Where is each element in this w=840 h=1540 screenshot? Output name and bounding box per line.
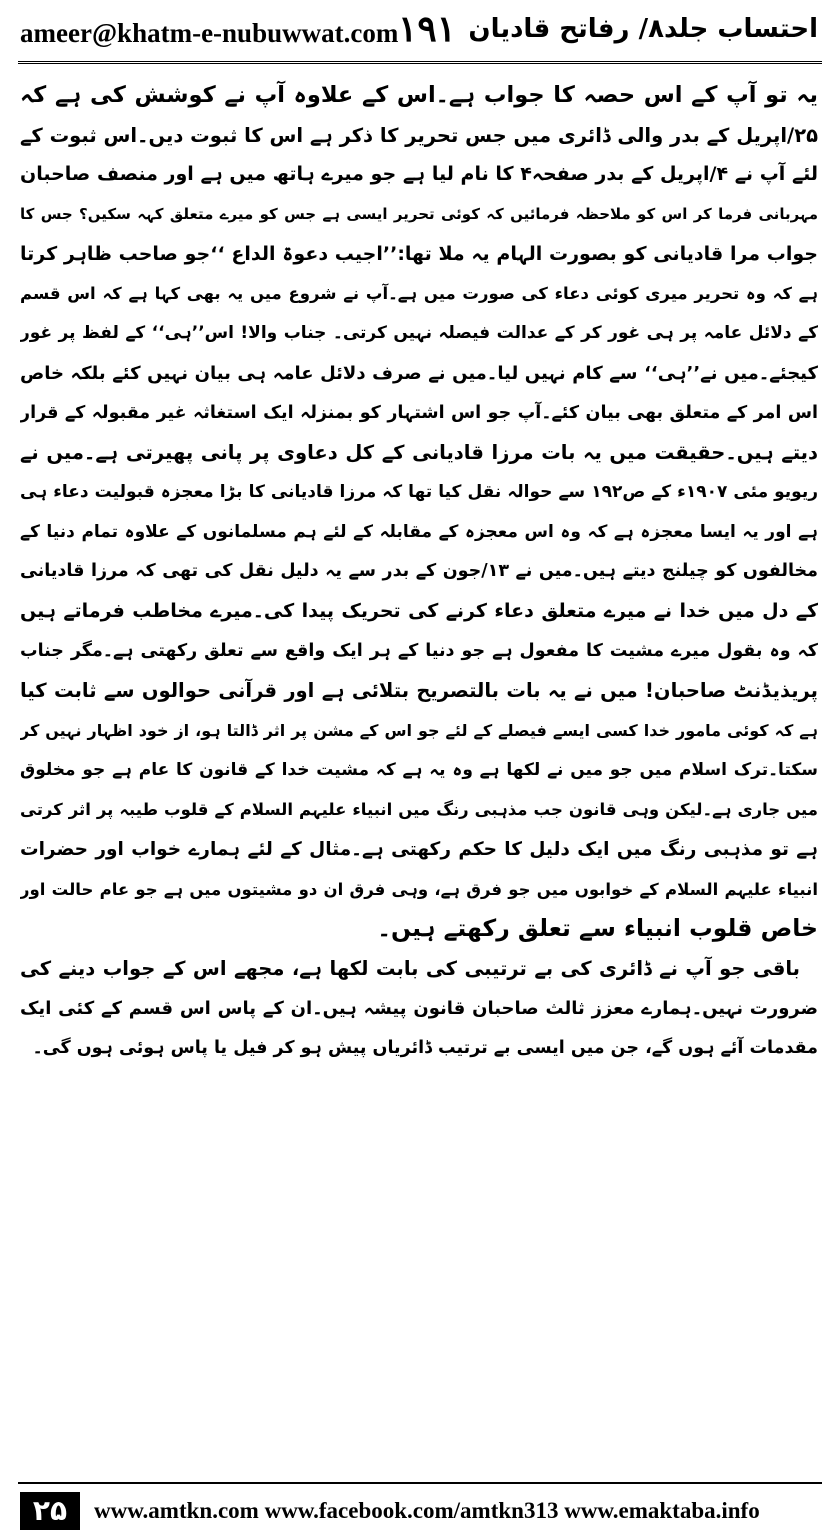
text-line: کیجئے۔میں نے’’ہی‘‘ سے کام نہیں لیا۔میں نے صرف دلائل عامہ ہی بیان نہیں کئے بلکہ خاص [20,362,818,384]
paragraph-first-line: باقی جو آپ نے ڈائری کی بے ترتیبی کی بابت لکھا ہے، مجھے اس کے جواب دینے کی [20,957,800,981]
text-line: ہے کہ وہ تحریر میری کوئی دعاء کی صورت میں ہے۔آپ نے شروع میں یہ بھی کہا ہے کہ اس قسم [20,284,818,304]
text-line: انبیاء علیہم السلام کے خوابوں میں جو فرق ہے، وہی فرق ان دو مشیتوں میں ہے جو عام حالت اور [20,879,818,899]
text-line: ہے اور یہ ایسا معجزہ ہے کہ وہ اس معجزہ کے مقابلہ کے لئے ہم مسلمانوں کے علاوہ تمام دنیا کے [20,521,818,542]
text-line: سکتا۔ترک اسلام میں جو میں نے لکھا ہے وہ یہ ہے کہ مشیت خدا کے قانون کا عام ہے جو مخلوق [20,759,818,780]
text-line: ۲۵/اپریل کے بدر والی ڈائری میں جس تحریر کا ذکر ہے اس کا ثبوت دیں۔اس ثبوت کے [20,123,818,147]
text-line: اس امر کے متعلق بھی بیان کئے۔آپ جو اس اشتہار کو بمنزلہ ایک استغاثہ غیر مقبولہ کے قرار [20,402,818,423]
header-rule [18,61,822,64]
text-line: کہ وہ بقول میرے مشیت کا مفعول ہے جو دنیا کے ہر ایک واقع سے تعلق رکھتی ہے۔مگر جناب [20,640,818,661]
text-line: میں جاری ہے۔لیکن وہی قانون جب مذہبی رنگ میں انبیاء علیہم السلام کے قلوب طیبہ پر اثر کرتی [20,800,818,820]
footer-page-marker: ۲۵ [20,1492,80,1530]
text-line: مہربانی فرما کر اس کو ملاحظہ فرمائیں کہ کوئی تحریر ایسی ہے جس کو میرے متعلق کہہ سکیں؟ جس کا [20,205,818,224]
text-line: ضرورت نہیں۔ہمارے معزز ثالث صاحبان قانون پیشہ ہیں۔ان کے پاس اس قسم کے کئی ایک [20,997,818,1019]
text-line: جواب مرا قادیانی کو بصورت الہام یہ ملا تھا:’’اجیب دعوۃ الداع ‘‘جو صاحب ظاہر کرتا [20,242,818,265]
text-line: کے دل میں خدا نے میرے متعلق دعاء کرنے کی تحریک پیدا کی۔میرے مخاطب فرماتے ہیں [20,599,818,622]
header-page-number: ۱۹۱ [398,8,457,50]
text-line: دیتے ہیں۔حقیقت میں یہ بات مرزا قادیانی کے کل دعاوی پر پانی پھیرتی ہے۔میں نے [20,441,818,465]
header-email: ameer@khatm-e-nubuwwat.com [20,18,399,48]
page-header [0,0,840,62]
text-line: ہے تو مذہبی رنگ میں ایک دلیل کا حکم رکھتی ہے۔مثال کے لئے ہمارے خواب اور حضرات [20,839,818,861]
page-footer [0,1482,840,1540]
footer-links: www.amtkn.com www.facebook.com/amtkn313 www.emaktaba.info [94,1498,760,1523]
text-line: یہ تو آپ کے اس حصہ کا جواب ہے۔اس کے علاوہ آپ نے کوشش کی ہے کہ [20,82,818,108]
text-line: کے دلائل عامہ پر ہی غور کر کے عدالت فیصلہ نہیں کرتی۔ جناب والا! اس’’ہی‘‘ کے لفظ پر غور [20,323,818,344]
paragraph-last-line: مقدمات آئے ہوں گے، جن میں ایسی بے ترتیب ڈائریاں پیش ہو کر فیل یا پاس ہوئی ہوں گی۔ [32,1037,818,1058]
header-book-title: احتساب جلد۸/ رفاتح قادیان [468,14,818,44]
footer-rule [18,1482,822,1484]
text-line: ہے کہ کوئی مامور خدا کسی ایسے فیصلے کے لئے جو اس کے مشن پر اثر ڈالتا ہو، از خود اظہار نہیں کر [20,721,818,740]
text-line: ریویو مئی ۱۹۰۷ء کے ص۱۹۲ سے حوالہ نقل کیا تھا کہ مرزا قادیانی کا بڑا معجزہ قبولیت دعاء ہی [20,481,818,502]
paragraph-last-line: خاص قلوب انبیاء سے تعلق رکھتے ہیں۔ [377,914,818,943]
page-body [20,76,818,1068]
text-line: لئے آپ نے ۴/اپریل کے بدر صفحہ۴ کا نام لیا ہے جو میرے ہاتھ میں ہے اور منصف صاحبان [20,163,818,186]
text-line: مخالفوں کو چیلنج دیتے ہیں۔میں نے ۱۳/جون کے بدر سے یہ دلیل نقل کی تھی کہ مرزا قادیانی [20,561,818,582]
text-line: پریذیڈنٹ صاحبان! میں نے یہ بات بالتصریح بتلائی ہے اور قرآنی حوالوں سے ثابت کیا [20,679,818,703]
